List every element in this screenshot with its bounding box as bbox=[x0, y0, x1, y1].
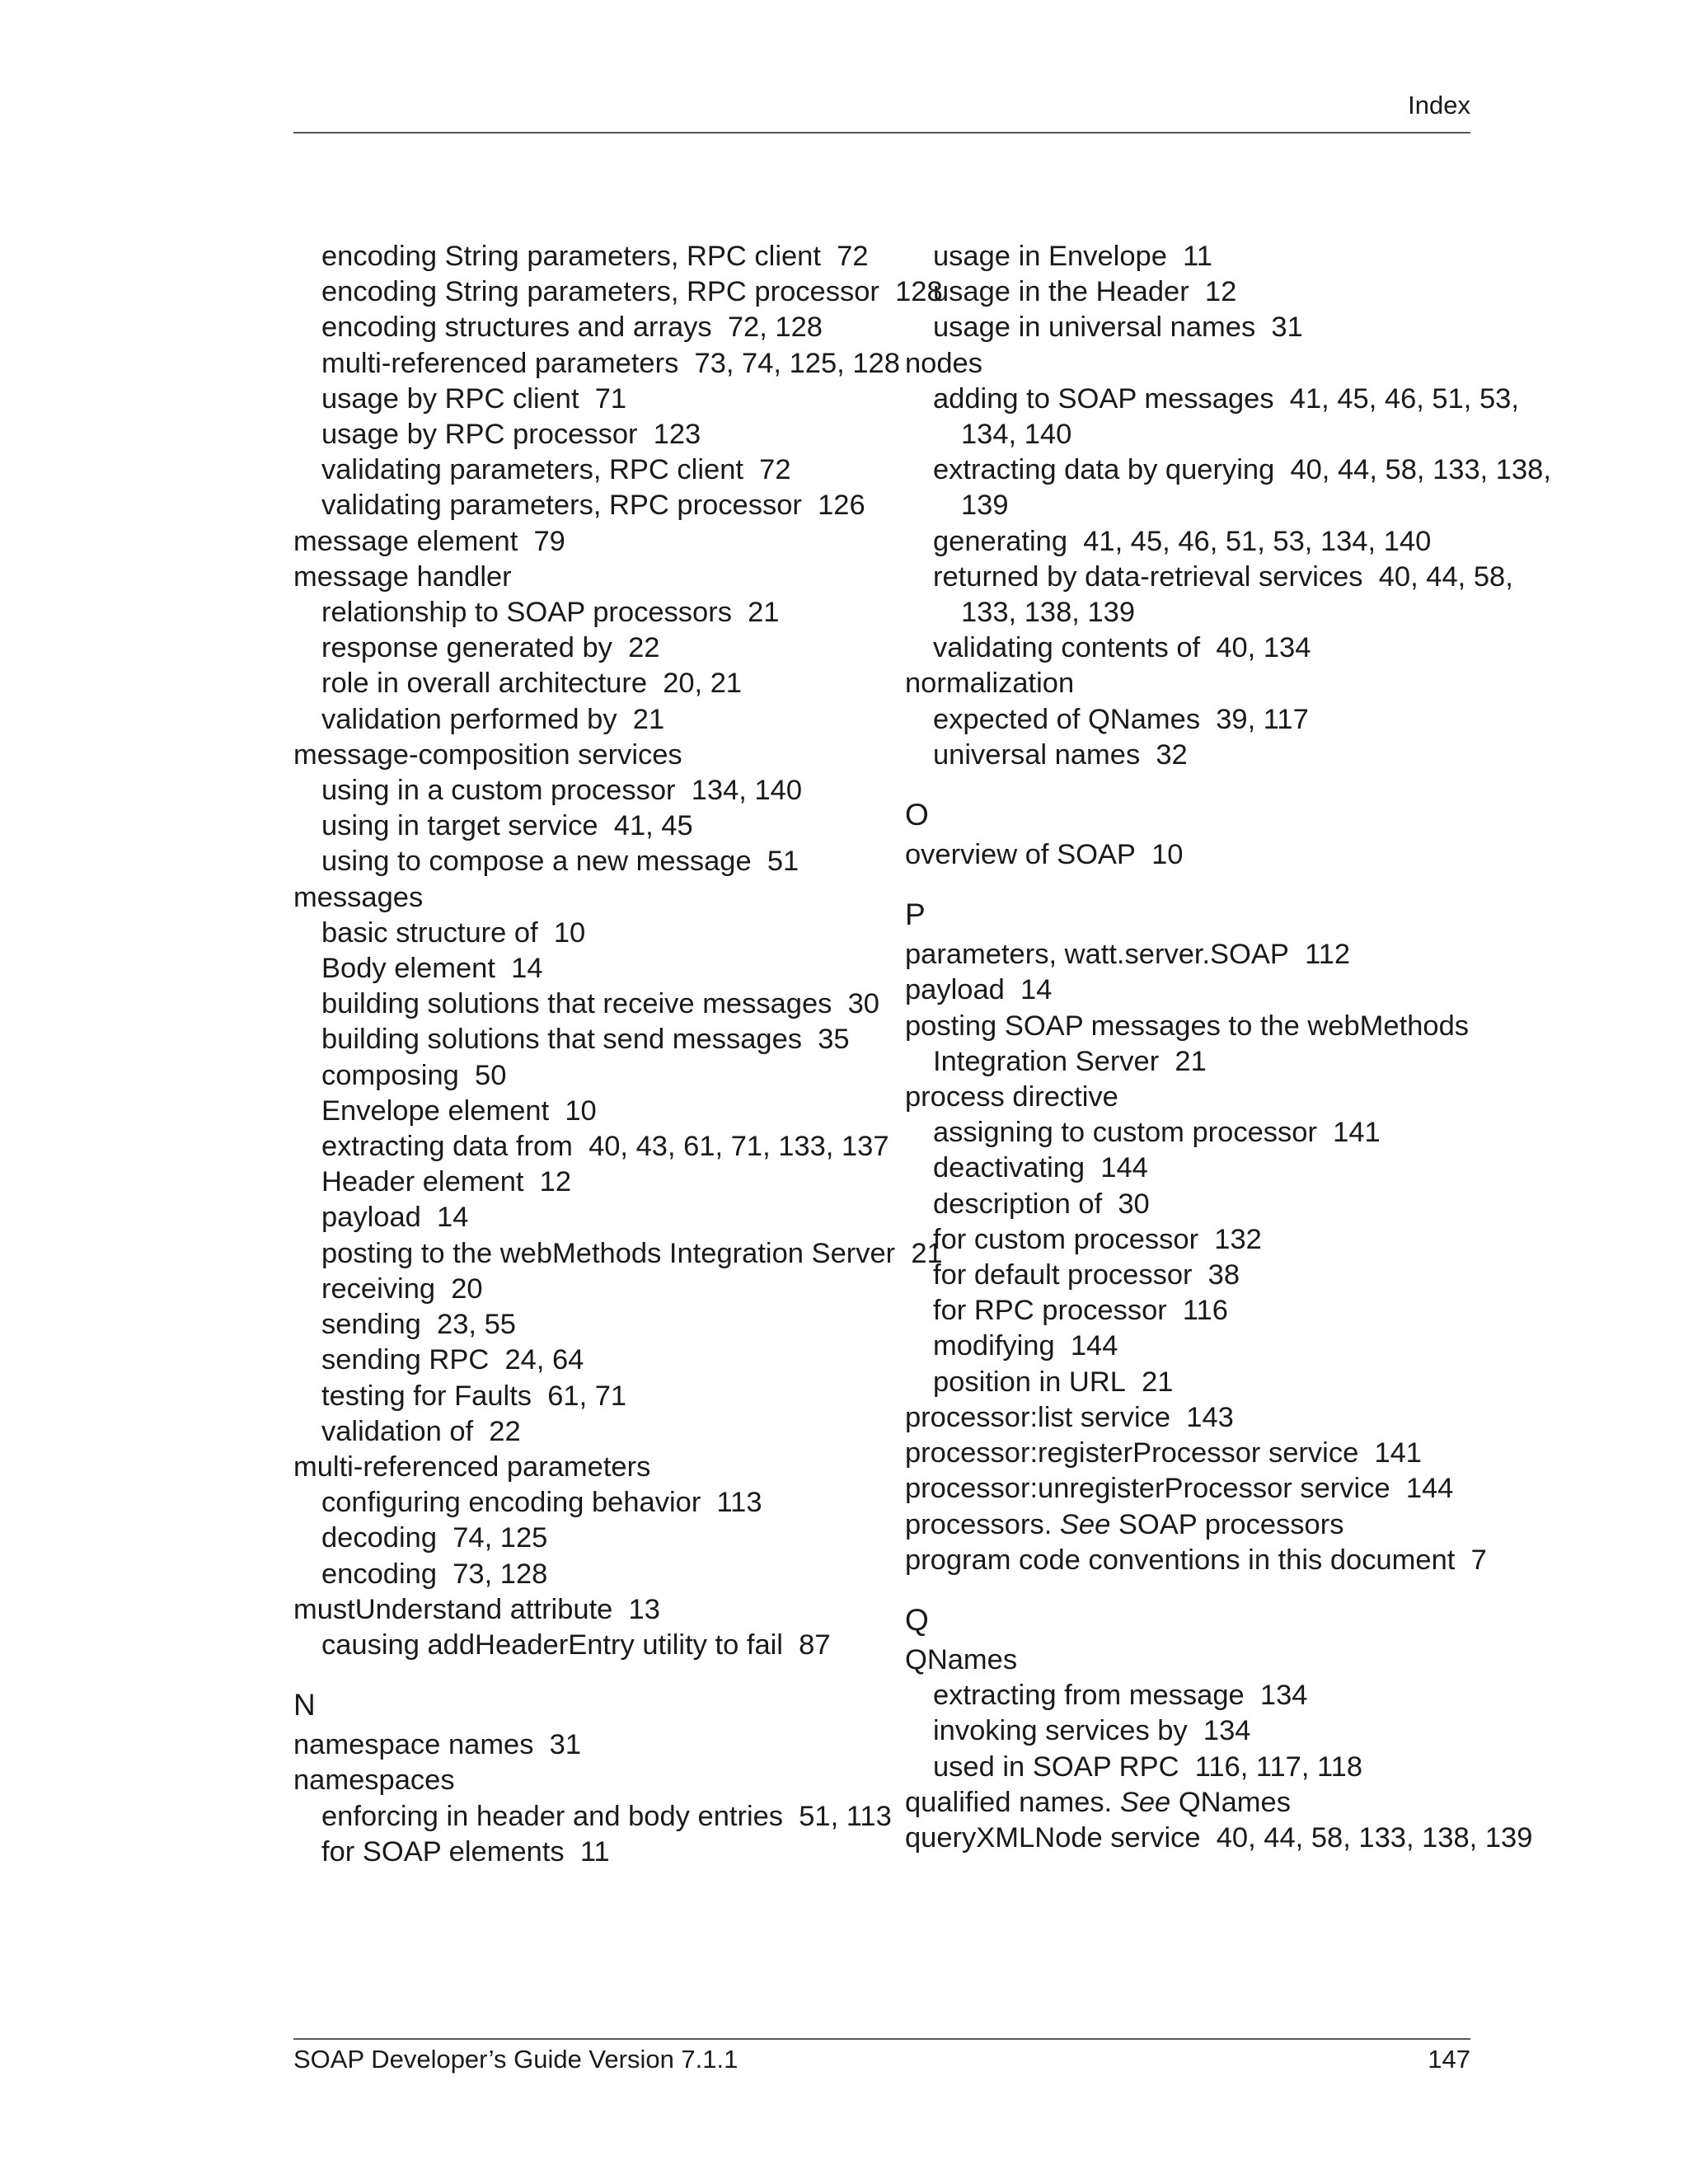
entry-page-numbers[interactable]: 61, 71 bbox=[547, 1380, 627, 1412]
entry-term: Envelope element bbox=[321, 1094, 550, 1127]
entry-page-numbers[interactable]: 23, 55 bbox=[437, 1309, 516, 1341]
entry-term: usage by RPC client bbox=[321, 382, 579, 415]
entry-term: processor:unregisterProcessor service bbox=[905, 1473, 1390, 1505]
entry-page-numbers[interactable]: 11 bbox=[1183, 241, 1212, 272]
entry-term: relationship to SOAP processors bbox=[321, 597, 732, 629]
footer-guide-title: SOAP Developer’s Guide Version 7.1.1 bbox=[293, 2045, 738, 2074]
see-reference-label: See bbox=[1119, 1786, 1171, 1818]
entry-term: namespace names bbox=[293, 1729, 534, 1761]
entry-term: message element bbox=[293, 525, 518, 557]
index-subentry bbox=[905, 1222, 1482, 1258]
entry-term: process directive bbox=[905, 1081, 1118, 1113]
entry-term: response generated by bbox=[321, 632, 612, 664]
entry-page-numbers[interactable]: 38 bbox=[1207, 1259, 1240, 1291]
entry-page-numbers[interactable]: 132 bbox=[1214, 1223, 1262, 1255]
index-subentry bbox=[293, 346, 900, 382]
entry-term: returned by data-retrieval services bbox=[933, 560, 1363, 593]
entry-term: processor:list service bbox=[905, 1401, 1171, 1433]
index-subentry bbox=[293, 382, 870, 417]
index-subentry bbox=[293, 1022, 870, 1057]
entry-term: deactivating bbox=[933, 1152, 1085, 1184]
entry-term: multi-referenced parameters bbox=[321, 347, 679, 379]
index-subentry bbox=[905, 1365, 1482, 1400]
running-head-title: Index bbox=[1408, 91, 1470, 120]
section-letter: O bbox=[905, 798, 929, 832]
section-letter-block bbox=[905, 893, 1482, 937]
entry-page-numbers[interactable]: 32 bbox=[1156, 738, 1188, 771]
entry-term: encoding bbox=[321, 1558, 438, 1590]
entry-term: nodes bbox=[905, 347, 982, 379]
entry-page-numbers[interactable]: 30 bbox=[847, 988, 879, 1020]
entry-term: mustUnderstand attribute bbox=[293, 1593, 613, 1625]
entry-page-numbers[interactable]: 40, 134 bbox=[1216, 632, 1311, 664]
index-entry bbox=[905, 972, 1482, 1008]
entry-term: building solutions that receive messages bbox=[321, 988, 832, 1020]
index-subentry bbox=[293, 310, 870, 345]
entry-term: encoding structures and arrays bbox=[321, 312, 712, 344]
entry-term: assigning to custom processor bbox=[933, 1117, 1317, 1149]
footer-rule bbox=[293, 2038, 1470, 2040]
entry-term: normalization bbox=[905, 668, 1075, 700]
entry-term: universal names bbox=[933, 738, 1141, 771]
entry-page-numbers[interactable]: 21 bbox=[1175, 1045, 1207, 1077]
index-subentry bbox=[293, 951, 870, 987]
entry-term: overview of SOAP bbox=[905, 839, 1136, 871]
index-subentry bbox=[293, 1521, 870, 1556]
entry-term: qualified names. bbox=[905, 1786, 1113, 1818]
entry-page-numbers[interactable]: 40, 44, 58, 133, 138, 139 bbox=[1216, 1821, 1533, 1854]
index-subentry bbox=[293, 274, 943, 310]
index-subentry bbox=[293, 1272, 870, 1307]
index-entry bbox=[293, 1763, 870, 1798]
entry-page-numbers[interactable]: 72 bbox=[759, 454, 791, 486]
index-subentry bbox=[905, 1713, 1482, 1749]
entry-term: for RPC processor bbox=[933, 1295, 1167, 1327]
index-entry bbox=[293, 524, 870, 560]
section-letter: N bbox=[293, 1688, 316, 1722]
index-subentry bbox=[293, 1835, 870, 1870]
index-entry bbox=[905, 1080, 1482, 1115]
entry-term: position in URL bbox=[933, 1366, 1126, 1398]
entry-page-numbers[interactable]: 87 bbox=[799, 1629, 831, 1661]
index-entry bbox=[905, 1436, 1482, 1471]
section-letter-block bbox=[905, 1598, 1482, 1643]
entry-term: causing addHeaderEntry utility to fail bbox=[321, 1629, 783, 1661]
entry-page-numbers[interactable]: 40, 43, 61, 71, 133, 137 bbox=[588, 1131, 889, 1163]
entry-page-numbers[interactable]: 20, 21 bbox=[663, 668, 743, 700]
entry-term: for SOAP elements bbox=[321, 1835, 565, 1868]
entry-page-numbers[interactable]: 74, 125 bbox=[452, 1522, 548, 1554]
entry-page-numbers[interactable]: 22 bbox=[628, 632, 660, 664]
index-entry bbox=[293, 880, 870, 916]
entry-page-numbers[interactable]: 30 bbox=[1118, 1188, 1150, 1220]
index-subentry bbox=[905, 310, 1482, 345]
entry-term: payload bbox=[321, 1202, 421, 1234]
entry-term: messages bbox=[293, 881, 424, 913]
index-subentry bbox=[905, 702, 1482, 738]
entry-page-numbers[interactable]: 21 bbox=[748, 597, 780, 629]
entry-term: modifying bbox=[933, 1330, 1055, 1362]
index-subentry bbox=[905, 1678, 1482, 1713]
index-subentry bbox=[293, 630, 870, 666]
index-subentry bbox=[905, 524, 1482, 560]
entry-page-numbers[interactable]: 123 bbox=[653, 419, 701, 451]
see-reference-target[interactable]: SOAP processors bbox=[1118, 1508, 1344, 1540]
entry-term: encoding String parameters, RPC processor bbox=[321, 276, 879, 308]
index-subentry bbox=[293, 1485, 870, 1521]
entry-page-numbers[interactable]: 113 bbox=[716, 1487, 762, 1519]
entry-page-numbers[interactable]: 20 bbox=[451, 1272, 483, 1305]
index-subentry bbox=[293, 1200, 870, 1235]
index-subentry bbox=[293, 452, 870, 488]
entry-page-numbers[interactable]: 31 bbox=[549, 1729, 582, 1761]
entry-page-numbers[interactable]: 10 bbox=[553, 916, 586, 949]
entry-term: Header element bbox=[321, 1166, 524, 1198]
index-subentry bbox=[293, 1058, 870, 1094]
entry-page-numbers[interactable]: 134, 140 bbox=[691, 775, 803, 807]
entry-term: multi-referenced parameters bbox=[293, 1451, 651, 1483]
index-entry bbox=[293, 560, 870, 595]
entry-page-numbers[interactable]: 144 bbox=[1405, 1473, 1454, 1505]
section-letter-block bbox=[293, 1683, 870, 1727]
entry-page-numbers[interactable]: 41, 45, 46, 51, 53, 134, 140 bbox=[1083, 525, 1432, 557]
entry-term: 139 bbox=[961, 490, 1009, 522]
index-subentry bbox=[905, 630, 1482, 666]
index-subentry bbox=[293, 1165, 870, 1200]
index-entry-continuation bbox=[905, 488, 1482, 523]
index-subentry bbox=[293, 1094, 870, 1129]
index-subentry bbox=[293, 702, 870, 738]
entry-page-numbers[interactable]: 144 bbox=[1070, 1330, 1118, 1362]
index-subentry bbox=[293, 1414, 870, 1450]
entry-term: validating contents of bbox=[933, 632, 1201, 664]
index-subentry bbox=[905, 1151, 1482, 1186]
entry-page-numbers[interactable]: 72 bbox=[837, 241, 869, 272]
entry-term: posting SOAP messages to the webMethods bbox=[905, 1010, 1470, 1042]
entry-term: enforcing in header and body entries bbox=[321, 1800, 784, 1832]
entry-term: Body element bbox=[321, 953, 495, 985]
entry-page-numbers[interactable]: 141 bbox=[1333, 1117, 1381, 1149]
entry-term: 133, 138, 139 bbox=[961, 597, 1136, 629]
entry-page-numbers[interactable]: 73, 128 bbox=[452, 1558, 548, 1590]
index-subentry bbox=[905, 1187, 1482, 1222]
entry-page-numbers[interactable]: 144 bbox=[1100, 1152, 1148, 1184]
entry-term: namespaces bbox=[293, 1765, 455, 1797]
entry-term: validation of bbox=[321, 1415, 474, 1447]
entry-term: processor:registerProcessor service bbox=[905, 1437, 1359, 1469]
header-rule bbox=[293, 132, 1470, 134]
entry-page-numbers[interactable]: 134 bbox=[1259, 1680, 1308, 1712]
entry-term: extracting data from bbox=[321, 1131, 573, 1163]
index-entry bbox=[293, 1727, 870, 1763]
index-entry bbox=[905, 1643, 1482, 1678]
index-subentry bbox=[293, 1379, 870, 1414]
entry-term: usage in the Header bbox=[933, 276, 1189, 308]
index-subentry bbox=[293, 666, 870, 701]
index-entry bbox=[293, 1592, 870, 1628]
entry-term: for custom processor bbox=[933, 1223, 1199, 1255]
index-subentry bbox=[905, 382, 1519, 417]
entry-page-numbers[interactable]: 41, 45 bbox=[613, 810, 693, 842]
entry-term: generating bbox=[933, 525, 1068, 557]
entry-page-numbers[interactable]: 134 bbox=[1203, 1715, 1251, 1747]
entry-page-numbers[interactable]: 21 bbox=[1142, 1366, 1174, 1398]
index-entry bbox=[905, 1785, 1482, 1821]
entry-page-numbers[interactable]: 72, 128 bbox=[727, 312, 823, 344]
entry-term: using in a custom processor bbox=[321, 775, 676, 807]
section-letter: P bbox=[905, 898, 926, 932]
index-entry bbox=[905, 1507, 1482, 1543]
entry-page-numbers[interactable]: 22 bbox=[489, 1415, 521, 1447]
entry-page-numbers[interactable]: 21 bbox=[632, 703, 665, 735]
entry-page-numbers[interactable]: 141 bbox=[1374, 1437, 1422, 1469]
index-subentry bbox=[293, 1343, 870, 1378]
entry-term: posting to the webMethods Integration Server bbox=[321, 1237, 896, 1269]
entry-term: adding to SOAP messages bbox=[933, 382, 1274, 415]
section-letter: Q bbox=[905, 1602, 929, 1637]
index-entry bbox=[293, 1450, 870, 1485]
entry-term: configuring encoding behavior bbox=[321, 1487, 701, 1519]
index-subentry bbox=[293, 1129, 889, 1165]
index-entry bbox=[905, 837, 1482, 873]
entry-term: queryXMLNode service bbox=[905, 1821, 1201, 1854]
entry-page-numbers[interactable]: 40, 44, 58, bbox=[1378, 560, 1513, 593]
entry-page-numbers[interactable]: 128 bbox=[895, 276, 943, 308]
footer-page-number: 147 bbox=[1428, 2045, 1470, 2074]
entry-term: Integration Server bbox=[933, 1045, 1160, 1077]
see-reference-label: See bbox=[1059, 1508, 1111, 1540]
index-subentry bbox=[293, 773, 870, 808]
index-subentry bbox=[905, 1750, 1482, 1785]
entry-term: expected of QNames bbox=[933, 703, 1201, 735]
entry-term: parameters, watt.server.SOAP bbox=[905, 939, 1289, 971]
index-subentry bbox=[905, 274, 1482, 310]
entry-page-numbers[interactable]: 40, 44, 58, 133, 138, bbox=[1290, 454, 1551, 486]
entry-term: validation performed by bbox=[321, 703, 617, 735]
index-subentry bbox=[293, 488, 870, 523]
entry-term: composing bbox=[321, 1059, 459, 1091]
entry-page-numbers[interactable]: 11 bbox=[579, 1835, 610, 1868]
entry-page-numbers[interactable]: 12 bbox=[539, 1166, 572, 1198]
entry-page-numbers[interactable]: 7 bbox=[1470, 1544, 1487, 1576]
entry-page-numbers[interactable]: 39, 117 bbox=[1216, 703, 1309, 735]
index-entry bbox=[905, 346, 1482, 382]
see-reference-target[interactable]: QNames bbox=[1178, 1786, 1291, 1818]
entry-term: role in overall architecture bbox=[321, 668, 648, 700]
index-subentry bbox=[905, 1115, 1482, 1151]
index-subentry bbox=[293, 1236, 943, 1272]
index-entry bbox=[905, 1821, 1533, 1856]
entry-term: receiving bbox=[321, 1272, 436, 1305]
entry-page-numbers[interactable]: 31 bbox=[1271, 312, 1303, 344]
entry-term: for default processor bbox=[933, 1259, 1193, 1291]
section-letter-block bbox=[905, 793, 1482, 837]
entry-term: usage in Envelope bbox=[933, 241, 1167, 272]
entry-term: description of bbox=[933, 1188, 1103, 1220]
entry-page-numbers[interactable]: 13 bbox=[628, 1593, 660, 1625]
entry-page-numbers[interactable]: 50 bbox=[475, 1059, 507, 1091]
entry-term: message handler bbox=[293, 560, 512, 593]
index-entry bbox=[905, 1471, 1482, 1507]
entry-term: program code conventions in this document bbox=[905, 1544, 1456, 1576]
entry-term: payload bbox=[905, 974, 1005, 1006]
entry-page-numbers[interactable]: 79 bbox=[533, 525, 565, 557]
index-entry bbox=[905, 1543, 1487, 1578]
entry-term: message-composition services bbox=[293, 738, 682, 771]
entry-term: sending bbox=[321, 1309, 421, 1341]
entry-term: processors. bbox=[905, 1508, 1053, 1540]
entry-page-numbers[interactable]: 143 bbox=[1186, 1401, 1234, 1433]
entry-term: decoding bbox=[321, 1522, 438, 1554]
index-subentry bbox=[293, 916, 870, 951]
entry-page-numbers[interactable]: 112 bbox=[1305, 939, 1351, 971]
entry-page-numbers[interactable]: 10 bbox=[1151, 839, 1184, 871]
index-subentry bbox=[905, 239, 1482, 274]
entry-term: sending RPC bbox=[321, 1344, 490, 1376]
entry-page-numbers[interactable]: 21 bbox=[911, 1237, 943, 1269]
index-subentry bbox=[905, 1293, 1482, 1329]
index-subentry bbox=[293, 844, 870, 879]
entry-page-numbers[interactable]: 71 bbox=[594, 382, 627, 415]
entry-page-numbers[interactable]: 51 bbox=[767, 846, 799, 878]
index-subentry bbox=[905, 452, 1551, 488]
entry-term: using to compose a new message bbox=[321, 846, 752, 878]
index-subentry bbox=[293, 1307, 870, 1343]
index-subentry bbox=[293, 595, 870, 630]
index-subentry bbox=[293, 1799, 892, 1835]
index-entry bbox=[905, 1400, 1482, 1436]
index-subentry bbox=[905, 1044, 1482, 1080]
entry-term: validating parameters, RPC client bbox=[321, 454, 743, 486]
entry-term: invoking services by bbox=[933, 1715, 1188, 1747]
entry-term: building solutions that send messages bbox=[321, 1024, 803, 1056]
entry-term: used in SOAP RPC bbox=[933, 1750, 1179, 1783]
index-subentry bbox=[905, 738, 1482, 773]
index-subentry bbox=[293, 1628, 870, 1663]
index-subentry bbox=[293, 1557, 870, 1592]
entry-page-numbers[interactable]: 24, 64 bbox=[504, 1344, 584, 1376]
entry-page-numbers[interactable]: 14 bbox=[437, 1202, 469, 1234]
index-subentry bbox=[293, 417, 870, 452]
entry-term: usage in universal names bbox=[933, 312, 1256, 344]
index-subentry bbox=[905, 1258, 1482, 1293]
index-column-right bbox=[905, 239, 1551, 1856]
entry-term: basic structure of bbox=[321, 916, 538, 949]
index-subentry bbox=[293, 239, 870, 274]
entry-page-numbers[interactable]: 116, 117, 118 bbox=[1194, 1750, 1363, 1783]
entry-term: 134, 140 bbox=[961, 419, 1072, 451]
entry-term: QNames bbox=[905, 1643, 1018, 1675]
entry-page-numbers[interactable]: 14 bbox=[1020, 974, 1053, 1006]
entry-page-numbers[interactable]: 41, 45, 46, 51, 53, bbox=[1289, 382, 1519, 415]
index-subentry bbox=[905, 1329, 1482, 1364]
index-subentry bbox=[293, 987, 879, 1022]
index-entry-continuation bbox=[905, 417, 1482, 452]
entry-term: usage by RPC processor bbox=[321, 419, 638, 451]
index-entry-continuation bbox=[905, 595, 1482, 630]
index-subentry bbox=[293, 808, 870, 844]
index-entry bbox=[905, 666, 1482, 701]
entry-page-numbers[interactable]: 126 bbox=[818, 490, 865, 522]
entry-page-numbers[interactable]: 35 bbox=[818, 1024, 850, 1056]
entry-term: testing for Faults bbox=[321, 1380, 532, 1412]
index-entry bbox=[905, 937, 1482, 972]
entry-term: using in target service bbox=[321, 810, 598, 842]
entry-page-numbers[interactable]: 51, 113 bbox=[799, 1800, 892, 1832]
entry-page-numbers[interactable]: 10 bbox=[565, 1094, 597, 1127]
index-entry bbox=[905, 1009, 1482, 1044]
entry-term: validating parameters, RPC processor bbox=[321, 490, 802, 522]
index-subentry bbox=[905, 560, 1513, 595]
entry-page-numbers[interactable]: 14 bbox=[511, 953, 543, 985]
entry-page-numbers[interactable]: 12 bbox=[1204, 276, 1237, 308]
index-column-left bbox=[293, 239, 943, 1870]
entry-term: extracting from message bbox=[933, 1680, 1245, 1712]
entry-page-numbers[interactable]: 116 bbox=[1182, 1295, 1228, 1327]
entry-page-numbers[interactable]: 73, 74, 125, 128 bbox=[694, 347, 900, 379]
index-entry bbox=[293, 738, 870, 773]
entry-term: encoding String parameters, RPC client bbox=[321, 241, 821, 272]
entry-term: extracting data by querying bbox=[933, 454, 1275, 486]
